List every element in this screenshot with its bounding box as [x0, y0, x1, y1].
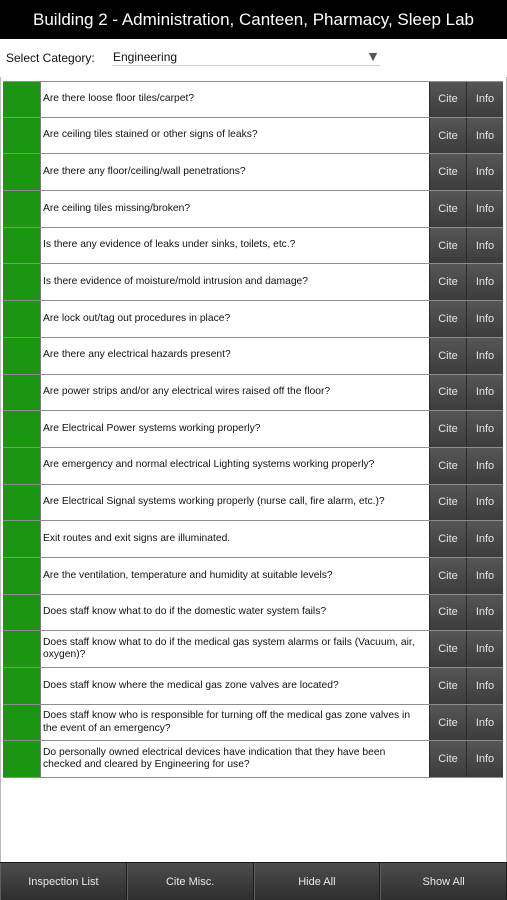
status-indicator[interactable] — [3, 301, 41, 337]
info-button[interactable]: Info — [466, 411, 503, 447]
info-button[interactable]: Info — [466, 741, 503, 777]
show-all-button[interactable]: Show All — [380, 863, 507, 900]
cite-button[interactable]: Cite — [429, 448, 466, 484]
cite-button[interactable]: Cite — [429, 82, 466, 117]
table-row — [3, 448, 503, 485]
table-row — [3, 301, 503, 338]
table-row — [3, 81, 503, 118]
info-button[interactable]: Info — [466, 82, 503, 117]
status-indicator[interactable] — [3, 338, 41, 374]
table-row — [3, 118, 503, 155]
status-indicator[interactable] — [3, 228, 41, 264]
question-text: Are emergency and normal electrical Lighting systems working properly? — [43, 459, 375, 471]
cite-button[interactable]: Cite — [429, 705, 466, 741]
category-bar — [0, 39, 507, 77]
inspection-list-button[interactable]: Inspection List — [0, 863, 127, 900]
info-button[interactable]: Info — [466, 558, 503, 594]
cite-button[interactable]: Cite — [429, 521, 466, 557]
table-row — [3, 558, 503, 595]
cite-button[interactable]: Cite — [429, 668, 466, 704]
table-row — [3, 375, 503, 412]
status-indicator[interactable] — [3, 82, 41, 117]
status-indicator[interactable] — [3, 558, 41, 594]
table-row — [3, 411, 503, 448]
footer-toolbar — [0, 862, 507, 900]
table-row — [3, 338, 503, 375]
status-indicator[interactable] — [3, 411, 41, 447]
question-text: Is there evidence of moisture/mold intrusion and damage? — [43, 276, 309, 288]
question-text: Are there loose floor tiles/carpet? — [43, 93, 195, 105]
info-button[interactable]: Info — [466, 668, 503, 704]
cite-button[interactable]: Cite — [429, 411, 466, 447]
table-row — [3, 264, 503, 301]
table-row — [3, 595, 503, 632]
cite-button[interactable]: Cite — [429, 375, 466, 411]
info-button[interactable]: Info — [466, 448, 503, 484]
question-text: Are Electrical Signal systems working properly (nurse call, fire alarm, etc.)? — [43, 496, 385, 508]
cite-button[interactable]: Cite — [429, 338, 466, 374]
cite-button[interactable]: Cite — [429, 154, 466, 190]
info-button[interactable]: Info — [466, 118, 503, 154]
table-row — [3, 521, 503, 558]
category-dropdown[interactable] — [112, 48, 380, 66]
info-button[interactable]: Info — [466, 338, 503, 374]
question-text: Are Electrical Power systems working properly? — [43, 422, 261, 434]
table-row — [3, 485, 503, 522]
info-button[interactable]: Info — [466, 228, 503, 264]
info-button[interactable]: Info — [466, 301, 503, 337]
category-selected-value: Engineering — [113, 50, 178, 64]
title-bar — [0, 0, 507, 39]
cite-button[interactable]: Cite — [429, 301, 466, 337]
question-text: Does staff know who is responsible for turning off the medical gas zone valves in the event of an emergency? — [43, 710, 411, 734]
cite-button[interactable]: Cite — [429, 558, 466, 594]
status-indicator[interactable] — [3, 485, 41, 521]
table-row — [3, 228, 503, 265]
status-indicator[interactable] — [3, 154, 41, 190]
status-indicator[interactable] — [3, 595, 41, 631]
info-button[interactable]: Info — [466, 595, 503, 631]
status-indicator[interactable] — [3, 191, 41, 227]
table-row — [3, 154, 503, 191]
status-indicator[interactable] — [3, 668, 41, 704]
info-button[interactable]: Info — [466, 375, 503, 411]
question-text: Are ceiling tiles stained or other signs of leaks? — [43, 129, 258, 141]
status-indicator[interactable] — [3, 705, 41, 741]
category-label: Select Category: — [6, 51, 95, 65]
question-text: Does staff know where the medical gas zone valves are located? — [43, 679, 339, 691]
info-button[interactable]: Info — [466, 705, 503, 741]
cite-button[interactable]: Cite — [429, 631, 466, 667]
question-text: Does staff know what to do if the domestic water system fails? — [43, 606, 327, 618]
table-row — [3, 668, 503, 705]
frame-border-left — [0, 39, 1, 862]
table-row — [3, 631, 503, 668]
question-text: Does staff know what to do if the medical gas system alarms or fails (Vacuum, air, oxygen)? — [43, 636, 415, 661]
status-indicator[interactable] — [3, 448, 41, 484]
table-row — [3, 705, 503, 742]
cite-button[interactable]: Cite — [429, 741, 466, 777]
status-indicator[interactable] — [3, 118, 41, 154]
question-text: Are the ventilation, temperature and humidity at suitable levels? — [43, 569, 333, 581]
question-text: Are ceiling tiles missing/broken? — [43, 202, 191, 214]
cite-button[interactable]: Cite — [429, 595, 466, 631]
question-text: Are there any floor/ceiling/wall penetrations? — [43, 165, 246, 177]
info-button[interactable]: Info — [466, 264, 503, 300]
status-indicator[interactable] — [3, 375, 41, 411]
status-indicator[interactable] — [3, 264, 41, 300]
info-button[interactable]: Info — [466, 631, 503, 667]
hide-all-button[interactable]: Hide All — [254, 863, 381, 900]
question-text: Do personally owned electrical devices have indication that they have been checked and cleared by Engineering for use? — [43, 746, 386, 771]
cite-button[interactable]: Cite — [429, 118, 466, 154]
question-text: Is there any evidence of leaks under sinks, toilets, etc.? — [43, 239, 296, 251]
status-indicator[interactable] — [3, 631, 41, 667]
question-text: Are there any electrical hazards present? — [43, 349, 231, 361]
table-row — [3, 741, 503, 778]
cite-button[interactable]: Cite — [429, 191, 466, 227]
info-button[interactable]: Info — [466, 191, 503, 227]
table-row — [3, 191, 503, 228]
status-indicator[interactable] — [3, 741, 41, 777]
page-title: Building 2 - Administration, Canteen, Pharmacy, Sleep Lab — [33, 9, 474, 29]
cite-button[interactable]: Cite — [429, 228, 466, 264]
cite-misc-button[interactable]: Cite Misc. — [127, 863, 254, 900]
question-text: Are power strips and/or any electrical wires raised off the floor? — [43, 386, 331, 398]
question-text: Exit routes and exit signs are illuminated. — [43, 532, 231, 544]
cite-button[interactable]: Cite — [429, 264, 466, 300]
cite-button[interactable]: Cite — [429, 485, 466, 521]
inspection-question-list — [3, 81, 503, 778]
info-button[interactable]: Info — [466, 485, 503, 521]
dropdown-triangle-icon: ▼ — [366, 48, 380, 64]
info-button[interactable]: Info — [466, 521, 503, 557]
info-button[interactable]: Info — [466, 154, 503, 190]
question-text: Are lock out/tag out procedures in place? — [43, 312, 231, 324]
status-indicator[interactable] — [3, 521, 41, 557]
